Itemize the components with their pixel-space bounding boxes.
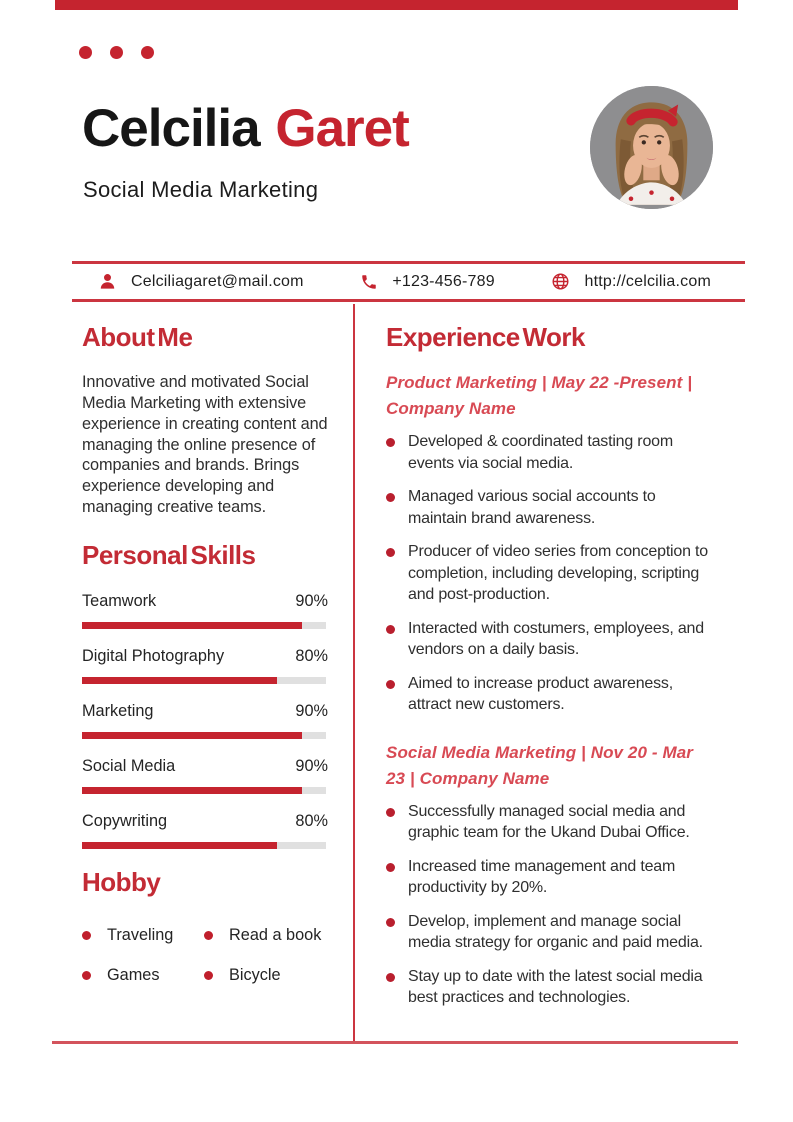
- about-section: [82, 322, 328, 518]
- skill-item: [82, 757, 328, 794]
- hobby-label: Read a book: [229, 926, 322, 945]
- top-accent-bar: [55, 0, 738, 10]
- bullet-item: [386, 486, 716, 529]
- email-text: Celciliagaret@mail.com: [131, 272, 304, 290]
- portrait-illustration: [590, 86, 713, 209]
- right-column: [386, 322, 716, 1021]
- skill-item: [82, 592, 328, 629]
- hobby-item: [82, 926, 204, 945]
- bullet-text: Developed & coordinated tasting room events via social media.: [408, 433, 673, 472]
- skill-bar-fill: [82, 787, 302, 794]
- skills-list: [82, 592, 328, 849]
- bullet-dot-icon: [386, 680, 395, 689]
- skill-bar-fill: [82, 732, 302, 739]
- skill-bar-fill: [82, 677, 277, 684]
- skill-bar-track: [82, 677, 326, 684]
- hobby-title: Hobby: [82, 866, 161, 897]
- skill-percent: 90%: [295, 756, 328, 775]
- bullet-dot-icon: [386, 625, 395, 634]
- bullet-item: [386, 541, 716, 606]
- bullet-dot-icon: [204, 931, 213, 940]
- bullet-text: Producer of video series from conception to completion, including developing, scripting and post-production.: [408, 543, 709, 604]
- bullet-text: Increased time management and team productivity by 20%.: [408, 857, 676, 897]
- bullet-text: Interacted with costumers, employees, and vendors on a daily basis.: [408, 619, 704, 659]
- column-divider: [353, 304, 355, 1041]
- bullet-text: Stay up to date with the latest social media best practices and technologies.: [408, 967, 703, 1007]
- contact-phone: [360, 273, 495, 291]
- skill-bar-fill: [82, 622, 302, 629]
- skill-percent: 80%: [295, 811, 328, 830]
- bullet-dot-icon: [82, 971, 91, 980]
- skill-row: [82, 757, 328, 776]
- skill-label: Teamwork: [82, 591, 157, 610]
- skill-label: Copywriting: [82, 811, 168, 830]
- skill-item: [82, 702, 328, 739]
- hobby-item: [204, 966, 328, 985]
- bullet-text: Successfully managed social media and graphic team for the Ukand Dubai Office.: [408, 802, 690, 842]
- bullet-dot-icon: [386, 808, 395, 817]
- skill-row: [82, 647, 328, 666]
- decorative-dots: [79, 46, 154, 59]
- skills-section: [82, 540, 328, 849]
- hobby-label: Games: [107, 966, 160, 985]
- skill-label: Marketing: [82, 701, 154, 720]
- dot-icon: [141, 46, 154, 59]
- globe-icon: [551, 272, 570, 291]
- skill-item: [82, 647, 328, 684]
- website-text: http://celcilia.com: [584, 272, 711, 290]
- hobby-label: Bicycle: [229, 966, 281, 985]
- bullet-dot-icon: [386, 918, 395, 927]
- bullet-dot-icon: [386, 863, 395, 872]
- job-heading: Social Media Marketing | Nov 20 - Mar 23 | Company Name: [386, 742, 693, 788]
- skill-bar-track: [82, 787, 326, 794]
- bullet-dot-icon: [386, 548, 395, 557]
- first-name: Celcilia: [82, 99, 260, 158]
- bottom-rule: [52, 1041, 738, 1044]
- bullet-dot-icon: [204, 971, 213, 980]
- last-name: Garet: [275, 99, 409, 158]
- job-bullets: [386, 801, 716, 1009]
- job-entry: [386, 740, 716, 1009]
- bullet-dot-icon: [386, 438, 395, 447]
- left-column: [82, 322, 328, 985]
- bullet-dot-icon: [82, 931, 91, 940]
- skill-row: [82, 702, 328, 721]
- hobby-section: [82, 867, 328, 985]
- bullet-dot-icon: [386, 493, 395, 502]
- skill-bar-track: [82, 732, 326, 739]
- hobby-label: Traveling: [107, 926, 174, 945]
- bullet-text: Develop, implement and manage social media strategy for organic and paid media.: [408, 912, 703, 952]
- person-icon: [98, 272, 117, 291]
- contact-bar: [72, 261, 745, 302]
- bullet-text: Managed various social accounts to maintain brand awareness.: [408, 488, 656, 527]
- bullet-text: Aimed to increase product awareness, attract new customers.: [408, 674, 673, 714]
- skill-bar-fill: [82, 842, 277, 849]
- job-entry: [386, 370, 716, 716]
- contact-email: [98, 272, 304, 291]
- dot-icon: [110, 46, 123, 59]
- bullet-item: [386, 431, 716, 474]
- phone-text: +123-456-789: [392, 272, 495, 290]
- skill-item: [82, 812, 328, 849]
- about-text: Innovative and motivated Social Media Marketing with extensive experience in creating content and managing the online presence of companies and brands. Brings experience developing and managing creative teams.: [82, 373, 328, 516]
- phone-icon: [360, 273, 378, 291]
- skills-title: Personal Skills: [82, 539, 256, 570]
- skill-label: Digital Photography: [82, 646, 225, 665]
- skill-row: [82, 812, 328, 831]
- contact-website: [551, 272, 711, 291]
- dot-icon: [79, 46, 92, 59]
- skill-label: Social Media: [82, 756, 176, 775]
- skill-percent: 90%: [295, 591, 328, 610]
- bullet-item: [386, 966, 716, 1009]
- job-bullets: [386, 431, 716, 716]
- skill-percent: 90%: [295, 701, 328, 720]
- jobs-list: [386, 370, 716, 1009]
- about-title: About Me: [82, 322, 193, 352]
- bullet-item: [386, 856, 716, 899]
- job-heading: Product Marketing | May 22 -Present | Company Name: [386, 373, 693, 419]
- person-name: [82, 100, 409, 158]
- skill-percent: 80%: [295, 646, 328, 665]
- bullet-item: [386, 618, 716, 661]
- experience-title: Experience Work: [386, 322, 586, 352]
- hobby-item: [82, 966, 204, 985]
- bullet-item: [386, 911, 716, 954]
- skill-row: [82, 592, 328, 611]
- skill-bar-track: [82, 842, 326, 849]
- profile-photo: [590, 86, 713, 209]
- job-title: Social Media Marketing: [83, 177, 319, 202]
- bullet-item: [386, 801, 716, 844]
- hobby-item: [204, 926, 328, 945]
- skill-bar-track: [82, 622, 326, 629]
- hobby-list: [82, 926, 328, 985]
- bullet-item: [386, 673, 716, 716]
- bullet-dot-icon: [386, 973, 395, 982]
